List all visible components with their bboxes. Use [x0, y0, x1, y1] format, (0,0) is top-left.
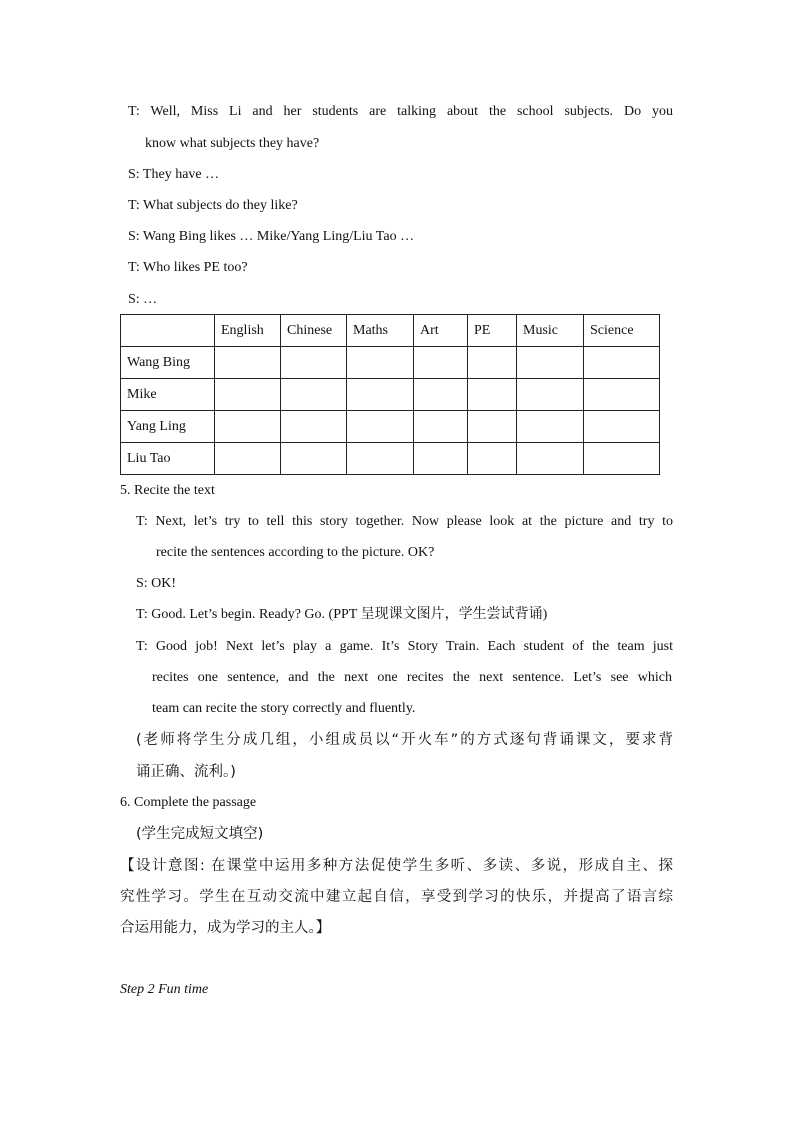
- dialog-line: S: They have …: [128, 167, 220, 182]
- table-row: [121, 411, 660, 443]
- dialog-line: T: Well, Miss Li and her students are talking about the school subjects. Do you: [128, 104, 673, 119]
- dialog-line: recites one sentence, and the next one recites the next sentence. Let’s see which: [152, 670, 672, 685]
- dialog-line: T: Who likes PE too?: [128, 260, 248, 275]
- dialog-line: know what subjects they have?: [145, 136, 320, 151]
- dialog-line: T: Good job! Next let’s play a game. It’s Story Train. Each student of the team just: [136, 639, 673, 654]
- table-header-cell: Maths: [347, 315, 414, 347]
- table-header-cell: PE: [468, 315, 517, 347]
- design-intent: 【设计意图: 在课堂中运用多种方法促使学生多听、多读、多说，形成自主、探: [120, 858, 673, 874]
- table-header-cell: Chinese: [281, 315, 347, 347]
- table-header-cell: Art: [414, 315, 468, 347]
- design-intent: 究性学习。学生在互动交流中建立起自信，享受到学习的快乐，并提高了语言综: [120, 889, 673, 905]
- dialog-line: team can recite the story correctly and fluently.: [152, 701, 416, 716]
- design-intent: 合运用能力，成为学习的主人。】: [120, 920, 331, 936]
- dialog-line: recite the sentences according to the picture. OK?: [156, 545, 435, 560]
- dialog-line: S: OK!: [136, 576, 177, 591]
- teacher-note: 诵正确、流利。): [136, 764, 236, 780]
- table-header-cell: Music: [517, 315, 584, 347]
- dialog-line: S: Wang Bing likes … Mike/Yang Ling/Liu Tao …: [128, 229, 415, 244]
- teacher-note: (学生完成短文填空): [136, 826, 264, 842]
- section-heading: 5. Recite the text: [120, 483, 215, 498]
- student-name-cell: Mike: [121, 379, 215, 411]
- table-header-cell: [121, 315, 215, 347]
- student-name-cell: Liu Tao: [121, 443, 215, 475]
- dialog-line: S: …: [128, 292, 158, 307]
- student-name-cell: Wang Bing: [121, 347, 215, 379]
- section-heading: 6. Complete the passage: [120, 795, 257, 810]
- dialog-line: T: What subjects do they like?: [128, 198, 298, 213]
- table-header-row: [121, 315, 660, 347]
- student-name-cell: Yang Ling: [121, 411, 215, 443]
- table-row: [121, 379, 660, 411]
- table-row: [121, 443, 660, 475]
- table-row: [121, 347, 660, 379]
- table-header-cell: English: [215, 315, 281, 347]
- dialog-line: T: Good. Let’s begin. Ready? Go. (PPT 呈现课文图片，学生尝试背诵): [136, 607, 548, 622]
- table-header-cell: Science: [584, 315, 660, 347]
- subjects-table: [120, 314, 660, 475]
- dialog-line: T: Next, let’s try to tell this story together. Now please look at the picture and try to: [136, 514, 673, 529]
- step-heading: Step 2 Fun time: [120, 982, 209, 997]
- teacher-note: (老师将学生分成几组，小组成员以“开火车”的方式逐句背诵课文，要求背: [136, 732, 673, 748]
